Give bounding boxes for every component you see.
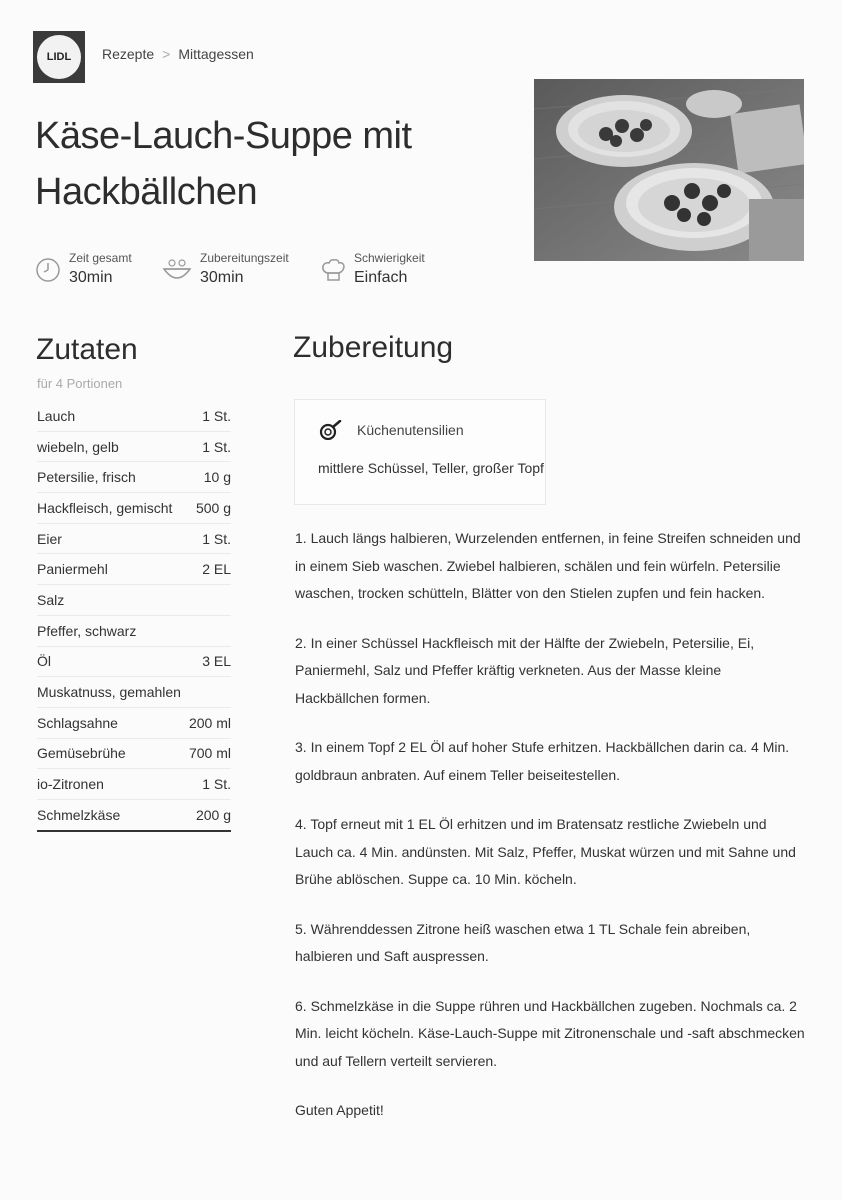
ingredient-row	[37, 554, 231, 585]
ingredient-row	[37, 616, 231, 647]
ingredient-amount: 3 EL	[202, 653, 231, 670]
ingredient-list	[37, 401, 231, 832]
ingredient-name: Petersilie, frisch	[37, 469, 136, 486]
preparation-step: 3. In einem Topf 2 EL Öl auf hoher Stufe erhitzen. Hackbällchen darin ca. 4 Min. goldbraun anbraten. Auf einem Teller beiseitestellen.	[295, 739, 790, 783]
ingredient-name: Muskatnuss, gemahlen	[37, 684, 181, 701]
ingredient-row	[37, 524, 231, 555]
ingredient-amount: 500 g	[195, 499, 231, 516]
ingredient-row	[37, 585, 231, 616]
ingredient-amount: 200 ml	[188, 714, 231, 731]
ingredient-amount: 200 g	[195, 806, 231, 823]
clock-icon	[35, 257, 61, 283]
logo-text: LIDL	[37, 35, 81, 79]
ingredient-row	[37, 739, 231, 770]
ingredients-heading: Zutaten	[36, 333, 138, 366]
meta-value: 30min	[200, 269, 244, 286]
meta-prep-time	[162, 251, 289, 287]
meta-difficulty	[320, 251, 425, 287]
preparation-steps	[295, 525, 805, 1125]
preparation-heading: Zubereitung	[293, 331, 454, 364]
preparation-step: 6. Schmelzkäse in die Suppe rühren und Hackbällchen zugeben. Nochmals ca. 2 Min. leicht köcheln. Käse-Lauch-Suppe mit Zitronenschale und -saft abschmecken und auf Tellern verteilt servieren.	[295, 997, 805, 1069]
ingredient-amount: 1 St.	[202, 438, 231, 455]
ingredient-row	[37, 677, 231, 708]
preparation-step: 1. Lauch längs halbieren, Wurzelenden entfernen, in feine Streifen schneiden und in einem Sieb waschen. Zwiebel halbieren, schälen und fein würfeln. Petersilie waschen, trocken schütteln, Blätter von den Stielen zupfen und fein hacken.	[295, 530, 801, 601]
ingredient-name: Paniermehl	[37, 561, 108, 578]
ingredient-amount: 2 EL	[202, 561, 231, 578]
pan-icon	[319, 420, 343, 440]
kitchen-tools-label: Küchenutensilien	[357, 422, 464, 438]
kitchen-tools-list: mittlere Schüssel, Teller, großer Topf	[318, 460, 544, 476]
ingredient-row	[37, 769, 231, 800]
preparation-step: 5. Währenddessen Zitrone heiß waschen etwa 1 TL Schale fein abreiben, halbieren und Saft auspressen.	[295, 920, 751, 964]
breadcrumb-item-mittagessen[interactable]: Mittagessen	[178, 46, 254, 62]
meta-label: Schwierigkeit	[354, 251, 425, 265]
preparation-step: 2. In einer Schüssel Hackfleisch mit der Hälfte der Zwiebeln, Petersilie, Ei, Paniermehl, Salz und Pfeffer kräftig verkneten. Aus der Masse kleine Hackbällchen formen.	[295, 634, 755, 706]
ingredient-name: wiebeln, gelb	[37, 438, 119, 455]
meta-value: 30min	[69, 269, 113, 286]
kitchen-tools-header	[319, 420, 464, 440]
ingredient-row	[37, 708, 231, 739]
kitchen-tools-box	[294, 399, 546, 505]
meta-total-time	[35, 251, 132, 287]
recipe-photo	[534, 79, 804, 261]
ingredient-amount: 1 St.	[202, 407, 231, 424]
breadcrumb	[102, 46, 254, 62]
breadcrumb-separator: >	[162, 46, 171, 62]
ingredient-row	[37, 647, 231, 678]
preparation-step: 4. Topf erneut mit 1 EL Öl erhitzen und im Bratensatz restliche Zwiebeln und Lauch ca. 4 Min. andünsten. Mit Salz, Pfeffer, Muskat würzen und mit Sahne und Brühe ablöschen. Suppe ca. 10 Min. köcheln.	[295, 816, 796, 887]
ingredient-row	[37, 432, 231, 463]
ingredient-name: Pfeffer, schwarz	[37, 622, 137, 639]
chef-hat-icon	[320, 257, 346, 283]
meta-label: Zeit gesamt	[69, 251, 132, 265]
ingredient-name: Gemüsebrühe	[37, 745, 126, 762]
ingredient-amount: 10 g	[203, 469, 231, 486]
portions-text: für 4 Portionen	[37, 376, 123, 391]
recipe-title: Käse-Lauch-Suppe mit Hackbällchen	[35, 115, 412, 213]
ingredient-amount: 1 St.	[202, 530, 231, 547]
closing-text: Guten Appetit!	[295, 1102, 384, 1118]
ingredient-name: Schlagsahne	[37, 714, 118, 731]
meta-value: Einfach	[354, 269, 408, 286]
soup-photo-illustration	[534, 79, 804, 261]
ingredient-row	[37, 462, 231, 493]
ingredient-name: Eier	[37, 530, 62, 547]
meta-label: Zubereitungszeit	[200, 251, 289, 265]
ingredient-name: Lauch	[37, 407, 76, 424]
breadcrumb-item-rezepte[interactable]: Rezepte	[102, 46, 155, 62]
bowl-icon	[162, 257, 192, 283]
ingredient-amount: 1 St.	[202, 776, 231, 793]
ingredient-row	[37, 800, 231, 830]
ingredient-name: Schmelzkäse	[37, 806, 121, 823]
ingredient-amount: 700 ml	[188, 745, 231, 762]
ingredient-name: Hackfleisch, gemischt	[37, 499, 173, 516]
ingredient-row	[37, 401, 231, 432]
ingredient-row	[37, 493, 231, 524]
ingredient-name: Salz	[37, 591, 65, 608]
ingredient-name: Öl	[37, 653, 51, 670]
ingredient-name: io-Zitronen	[37, 776, 104, 793]
lidl-logo[interactable]	[33, 31, 85, 83]
